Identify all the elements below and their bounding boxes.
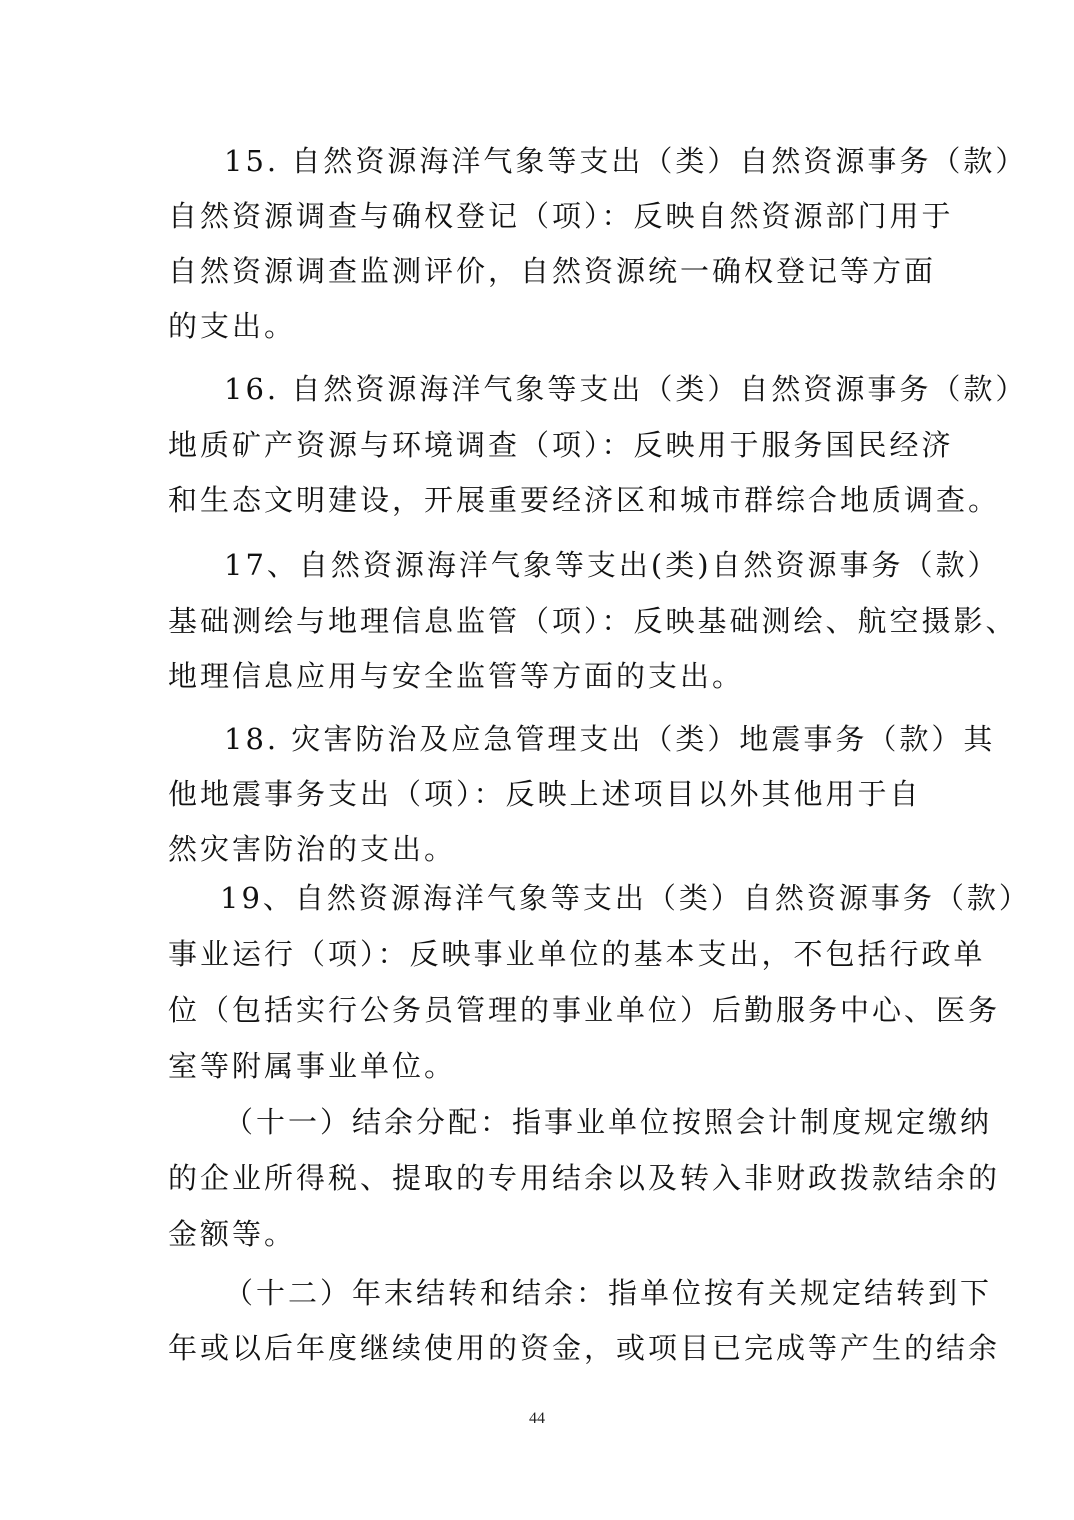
page-number: 44 [529,1410,545,1427]
paragraph-11-line-3: 金额等。 [168,1217,297,1251]
paragraph-19-line-4: 室等附属事业单位。 [168,1049,457,1083]
paragraph-17-line-3: 地理信息应用与安全监管等方面的支出。 [168,659,745,693]
paragraph-19-line-3: 位（包括实行公务员管理的事业单位）后勤服务中心、医务 [168,993,1001,1027]
paragraph-17-line-1: 17、自然资源海洋气象等支出(类)自然资源事务（款） [224,548,1000,582]
paragraph-15-line-3: 自然资源调查监测评价，自然资源统一确权登记等方面 [168,254,937,288]
paragraph-11-line-1: （十一）结余分配：指事业单位按照会计制度规定缴纳 [224,1105,993,1139]
paragraph-18-line-2: 他地震事务支出（项）：反映上述项目以外其他用于自 [168,777,922,811]
paragraph-15-line-1: 15. 自然资源海洋气象等支出（类）自然资源事务（款） [224,144,1028,178]
paragraph-11-line-2: 的企业所得税、提取的专用结余以及转入非财政拨款结余的 [168,1161,1001,1195]
paragraph-16-line-3: 和生态文明建设，开展重要经济区和城市群综合地质调查。 [168,483,1001,517]
paragraph-18-line-1: 18. 灾害防治及应急管理支出（类）地震事务（款）其 [224,722,996,756]
paragraph-16-line-1: 16. 自然资源海洋气象等支出（类）自然资源事务（款） [224,372,1028,406]
paragraph-18-line-3: 然灾害防治的支出。 [168,832,457,866]
paragraph-15-line-2: 自然资源调查与确权登记（项）：反映自然资源部门用于 [168,199,954,233]
paragraph-17-line-2: 基础测绘与地理信息监管（项）：反映基础测绘、航空摄影、 [168,604,1018,638]
paragraph-12-line-2: 年或以后年度继续使用的资金，或项目已完成等产生的结余 [168,1331,1001,1365]
paragraph-19-line-2: 事业运行（项）：反映事业单位的基本支出，不包括行政单 [168,937,986,971]
paragraph-16-line-2: 地质矿产资源与环境调查（项）：反映用于服务国民经济 [168,428,954,462]
paragraph-19-line-1: 19、自然资源海洋气象等支出（类）自然资源事务（款） [220,881,1031,915]
paragraph-15-line-4: 的支出。 [168,309,297,343]
paragraph-12-line-1: （十二）年末结转和结余：指单位按有关规定结转到下 [224,1276,993,1310]
